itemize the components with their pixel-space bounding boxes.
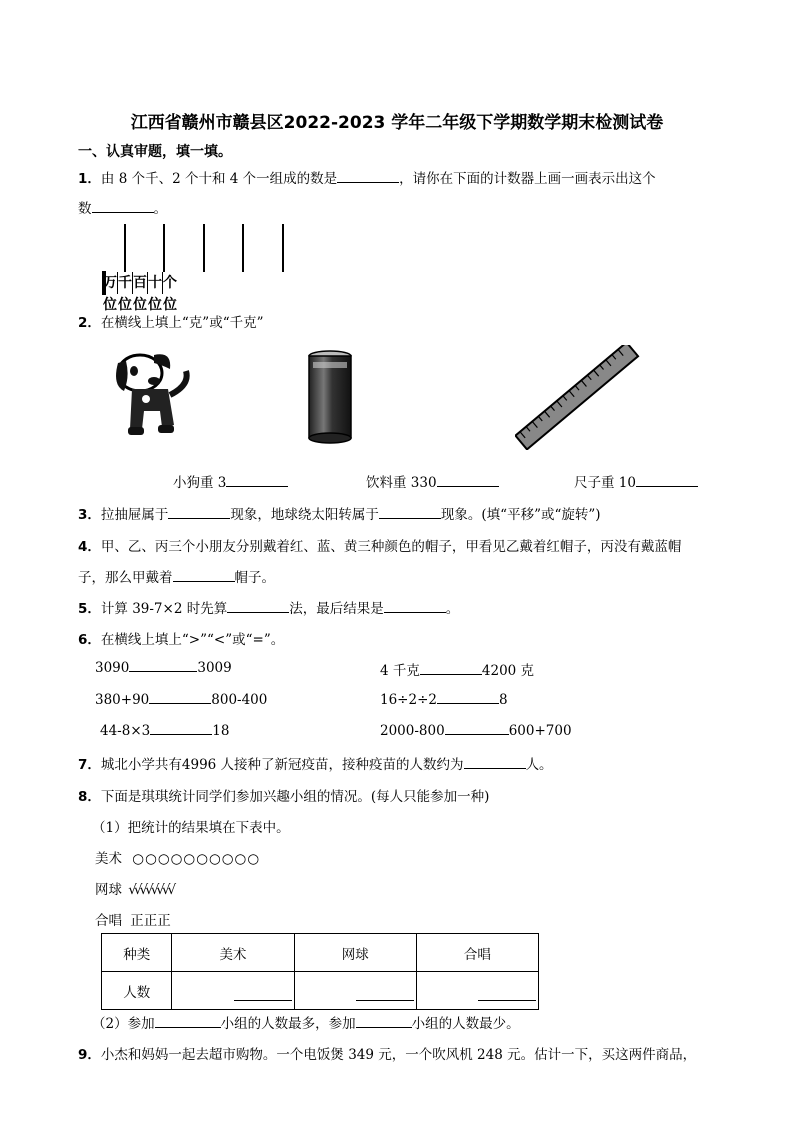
abacus-label-row: [102, 271, 177, 313]
table-header-cell: 合唱: [416, 934, 538, 972]
compare-right: 8: [498, 692, 508, 708]
answer-blank[interactable]: [226, 474, 288, 487]
compare-item: [380, 691, 508, 708]
abacus-label: 百位: [133, 272, 148, 294]
answer-blank[interactable]: [636, 474, 698, 487]
compare-right: 600+700: [508, 723, 572, 739]
question-3: [78, 503, 601, 523]
q3-text-c: 现象。(填“平移”或“旋转”): [440, 507, 601, 523]
compare-item: [380, 722, 572, 739]
art-marks: ○○○○○○○○○○: [132, 851, 261, 867]
q6-text: 在横线上填上“>”“<”或“=”。: [100, 632, 285, 648]
abacus-label: 千位: [118, 272, 133, 294]
abacus-label: 个位: [163, 275, 177, 313]
answer-blank[interactable]: [478, 986, 536, 1001]
compare-right: 800-400: [211, 692, 268, 708]
table-header-row: [102, 934, 539, 972]
q8-sub2-a: （2）参加: [92, 1016, 155, 1032]
compare-left: 4 千克: [380, 663, 420, 679]
abacus-rod[interactable]: [163, 224, 165, 272]
q1-text-b: ，请你在下面的计数器上画一画表示出这个: [399, 171, 656, 187]
q8-text: 下面是琪琪统计同学们参加兴趣小组的情况。(每人只能参加一种): [100, 789, 490, 805]
q8-sub-2: [92, 1012, 520, 1032]
abacus-rod[interactable]: [124, 224, 126, 272]
question-4-line-1: [78, 535, 681, 555]
answer-blank[interactable]: [168, 506, 230, 519]
answer-blank[interactable]: [150, 722, 212, 735]
question-6: [78, 628, 284, 648]
q3-text-a: 拉抽屉属于: [100, 507, 169, 523]
q7-text-b: 人。: [525, 757, 553, 773]
answer-blank[interactable]: [437, 474, 499, 487]
q4-line-1: 甲、乙、丙三个小朋友分别戴着红、蓝、黄三种颜色的帽子，甲看见乙戴着红帽子，丙没有戴蓝帽: [100, 539, 682, 555]
abacus-label: 万位: [103, 272, 118, 294]
dog-illustration: [110, 345, 195, 445]
section-heading-1: 一、认真审题，填一填。: [78, 144, 232, 160]
answer-blank[interactable]: [464, 756, 526, 769]
abacus-rod[interactable]: [203, 224, 205, 272]
q2-text: 在横线上填上“克”或“千克”: [100, 315, 264, 331]
q1-text-d: 。: [153, 201, 167, 217]
compare-item: [95, 691, 267, 708]
question-number: 4．: [78, 539, 101, 555]
compare-left: 2000-800: [380, 723, 445, 739]
tennis-label: 网球: [95, 882, 122, 898]
q1-text-a: 由 8 个千、2 个十和 4 个一组成的数是: [100, 171, 338, 187]
answer-blank[interactable]: [420, 662, 482, 675]
ruler-illustration: [515, 345, 640, 450]
answer-blank[interactable]: [173, 569, 235, 582]
abacus-rod[interactable]: [282, 224, 284, 272]
q8-sub-1: （1）把统计的结果填在下表中。: [92, 820, 290, 836]
answer-blank[interactable]: [92, 200, 154, 213]
tennis-marks: √√√√√√√√: [128, 882, 174, 898]
abacus-label: 十位: [148, 272, 163, 294]
question-number: 8．: [78, 789, 101, 805]
q8-sub2-b: 小组的人数最多，参加: [220, 1016, 356, 1032]
q1-text-c: 数: [78, 201, 92, 217]
table-cell[interactable]: [294, 972, 416, 1010]
table-cell[interactable]: [172, 972, 294, 1010]
compare-left: 380+90: [95, 692, 150, 708]
answer-blank[interactable]: [356, 1015, 412, 1028]
answer-blank[interactable]: [227, 600, 289, 613]
answer-blank[interactable]: [445, 722, 509, 735]
question-number: 7．: [78, 757, 101, 773]
q4-line-2-a: 子，那么甲戴着: [78, 570, 173, 586]
question-9: [78, 1043, 696, 1063]
question-number: 6．: [78, 632, 101, 648]
ruler-weight-label: 尺子重 10: [574, 475, 636, 491]
q4-line-2-b: 帽子。: [234, 570, 275, 586]
table-header-cell: 种类: [102, 934, 172, 972]
question-number: 2．: [78, 315, 101, 331]
q7-text-a: 城北小学共有4996 人接种了新冠疫苗，接种疫苗的人数约为: [100, 757, 464, 773]
stats-table: [101, 933, 539, 1010]
tennis-tally: [95, 878, 173, 898]
q8-sub2-c: 小组的人数最少。: [411, 1016, 520, 1032]
art-label: 美术: [95, 851, 122, 867]
answer-blank[interactable]: [437, 691, 499, 704]
question-number: 9．: [78, 1047, 101, 1063]
choir-tally: [95, 909, 171, 929]
drink-can-illustration: [305, 350, 355, 445]
choir-marks: 正正正: [130, 913, 171, 929]
answer-blank[interactable]: [234, 986, 292, 1001]
compare-right: 3009: [197, 660, 232, 676]
q3-text-b: 现象，地球绕太阳转属于: [230, 507, 379, 523]
table-row-label: 人数: [102, 972, 172, 1010]
answer-blank[interactable]: [337, 170, 399, 183]
table-row: [102, 972, 539, 1010]
question-5: [78, 597, 459, 617]
compare-item: [100, 722, 229, 739]
answer-blank[interactable]: [155, 1015, 221, 1028]
abacus[interactable]: [100, 224, 312, 313]
question-number: 3．: [78, 507, 101, 523]
answer-blank[interactable]: [356, 986, 414, 1001]
compare-right: 18: [212, 723, 230, 739]
answer-blank[interactable]: [129, 659, 197, 672]
question-number: 1．: [78, 171, 101, 187]
answer-blank[interactable]: [384, 600, 446, 613]
compare-left: 16÷2÷2: [380, 692, 437, 708]
question-4-line-2: [78, 566, 275, 586]
table-header-cell: 网球: [294, 934, 416, 972]
question-1-line-1: [78, 167, 656, 187]
page-title: 江西省赣州市赣县区2022-2023 学年二年级下学期数学期末检测试卷: [130, 113, 664, 133]
question-1-line-2: [78, 197, 167, 217]
compare-left: 3090: [95, 660, 130, 676]
drink-weight-label: 饮料重 330: [366, 475, 437, 491]
answer-blank[interactable]: [379, 506, 441, 519]
compare-item: [95, 659, 232, 676]
choir-label: 合唱: [95, 913, 122, 929]
art-tally: [95, 847, 260, 867]
q5-text-a: 计算 39-7×2 时先算: [100, 601, 228, 617]
q5-text-c: 。: [445, 601, 460, 617]
question-8: [78, 785, 489, 805]
compare-item: [380, 659, 534, 679]
ruler-weight: [574, 471, 698, 491]
q5-text-b: 法，最后结果是: [289, 601, 384, 617]
q9-text: 小杰和妈妈一起去超市购物。一个电饭煲 349 元，一个吹风机 248 元。估计一下，买这两件商品，: [100, 1047, 697, 1063]
table-cell[interactable]: [416, 972, 538, 1010]
compare-right: 4200 克: [481, 663, 535, 679]
table-header-cell: 美术: [172, 934, 294, 972]
dog-weight-label: 小狗重 3: [173, 475, 227, 491]
question-number: 5．: [78, 601, 101, 617]
question-2: [78, 311, 264, 331]
question-7: [78, 753, 553, 773]
compare-left: 44-8×3: [100, 723, 151, 739]
abacus-rod[interactable]: [242, 224, 244, 272]
answer-blank[interactable]: [149, 691, 211, 704]
dog-weight: [173, 471, 288, 491]
drink-weight: [366, 471, 499, 491]
